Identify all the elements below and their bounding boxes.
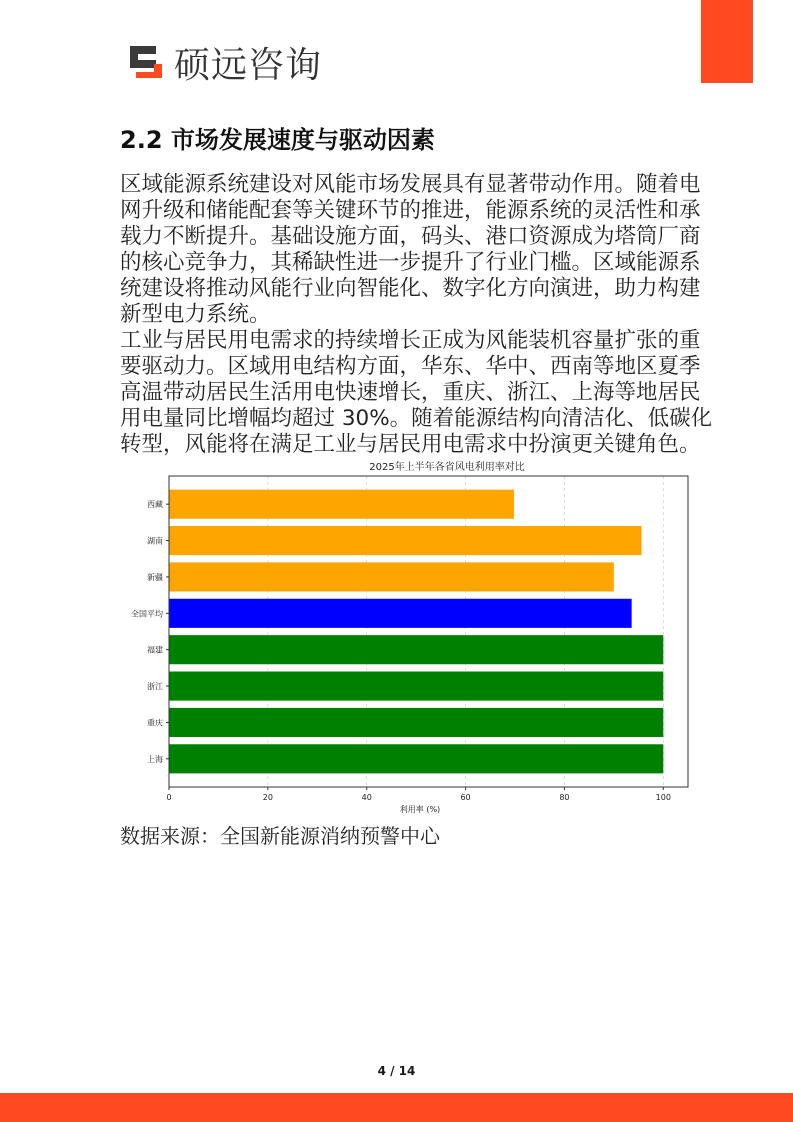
y-tick-label: 湖南 xyxy=(147,536,163,546)
paragraph-line: 工业与居民用电需求的持续增长正成为风能装机容量扩张的重 xyxy=(120,328,701,353)
x-tick-label: 80 xyxy=(559,793,570,802)
y-tick-label: 福建 xyxy=(147,645,163,655)
x-tick-label: 60 xyxy=(460,793,471,802)
paragraph-line: 区域能源系统建设对风能市场发展具有显著带动作用。随着电 xyxy=(120,172,701,197)
bar-福建 xyxy=(169,635,663,664)
data-source: 数据来源：全国新能源消纳预警中心 xyxy=(120,824,440,848)
corner-accent xyxy=(701,0,753,83)
paragraph-line: 转型，风能将在满足工业与居民用电需求中扮演更关键角色。 xyxy=(120,432,701,457)
paragraph-line: 的核心竞争力，其稀缺性进一步提升了行业门槛。区域能源系 xyxy=(120,250,701,275)
chart-title: 2025年上半年各省风电利用率对比 xyxy=(369,462,525,473)
paragraph-line: 用电量同比增幅均超过 30%。随着能源结构向清洁化、低碳化 xyxy=(120,406,713,431)
x-tick-label: 20 xyxy=(262,793,273,802)
paragraph-line: 载力不断提升。基础设施方面，码头、港口资源成为塔筒厂商 xyxy=(120,224,701,249)
bar-西藏 xyxy=(169,490,514,519)
bar-浙江 xyxy=(169,672,663,701)
brand-name: 硕远咨询 xyxy=(174,44,323,86)
paragraph-line: 新型电力系统。 xyxy=(120,302,271,327)
y-tick-label: 浙江 xyxy=(147,682,163,692)
y-tick-label: 重庆 xyxy=(147,718,163,728)
y-tick-label: 西藏 xyxy=(147,500,163,510)
bar-湖南 xyxy=(169,526,642,555)
bar-新疆 xyxy=(169,562,614,591)
x-tick-label: 100 xyxy=(655,793,671,802)
x-axis-label: 利用率 (%) xyxy=(399,805,441,814)
logo-mark-icon xyxy=(126,42,166,82)
utilization-bar-chart xyxy=(110,455,700,824)
paragraph-line: 要驱动力。区域用电结构方面，华东、华中、西南等地区夏季 xyxy=(120,354,701,379)
y-tick-label: 上海 xyxy=(147,754,163,764)
paragraph-line: 高温带动居民生活用电快速增长，重庆、浙江、上海等地居民 xyxy=(120,380,701,405)
section-title: 2.2 市场发展速度与驱动因素 xyxy=(120,126,435,154)
page-number: 4 / 14 xyxy=(377,1064,416,1078)
bar-上海 xyxy=(169,744,663,773)
x-tick-label: 40 xyxy=(361,793,372,802)
plot-frame xyxy=(169,476,688,787)
x-tick-label: 0 xyxy=(166,793,172,802)
footer-bar xyxy=(0,1093,793,1122)
paragraph-line: 网升级和储能配套等关键环节的推进，能源系统的灵活性和承 xyxy=(120,198,701,223)
y-tick-label: 新疆 xyxy=(147,572,163,582)
paragraph-line: 统建设将推动风能行业向智能化、数字化方向演进，助力构建 xyxy=(120,276,701,301)
bar-全国平均 xyxy=(169,599,632,628)
brand-logo xyxy=(126,40,322,84)
y-tick-label: 全国平均 xyxy=(131,609,163,619)
bar-重庆 xyxy=(169,708,663,737)
body-text xyxy=(120,172,712,458)
